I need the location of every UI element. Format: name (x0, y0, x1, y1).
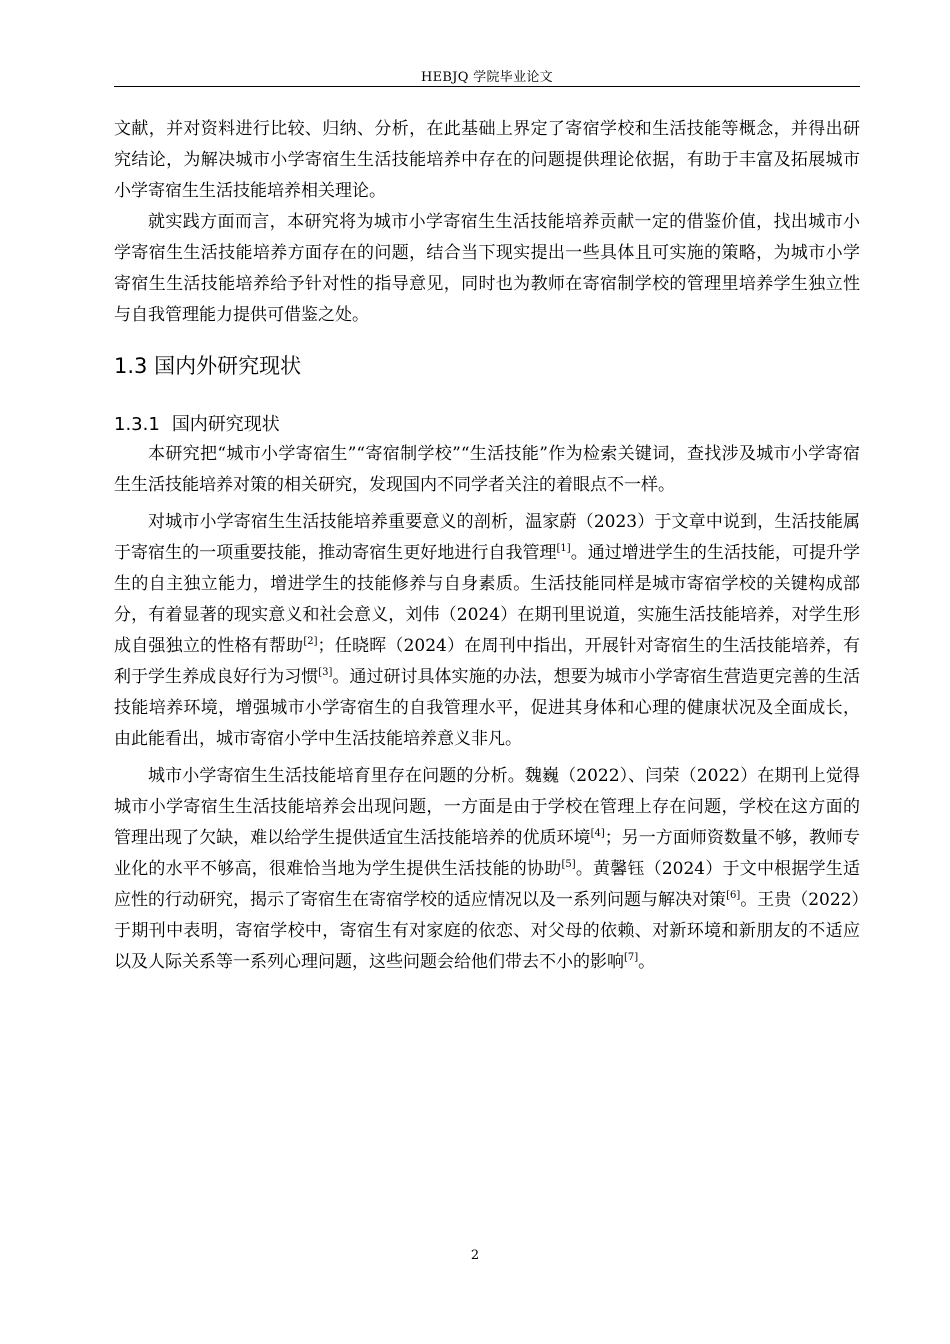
paragraph-practice: 就实践方面而言，本研究将为城市小学寄宿生生活技能培养贡献一定的借鉴价值，找出城市小学寄宿生生活技能培养方面存在的问题，结合当下现实提出一些具体且可实施的策略，为城市小学寄宿生生活技能培养给予针对性的指导意见，同时也为教师在寄宿制学校的管理里培养学生独立性与自我管理能力提供可借鉴之处。 (114, 212, 860, 325)
significance-text-b: 。通过增进学生的生活技能，可提升学生的自主独立能力，增进学生的技能修养与自身素质。生活技能同样是城市寄宿学校的关键构成部分，有着显著的现实意义和社会意义，刘伟（2024）在期刊里说道，实施生活技能培养，对学生形成自强独立的性格有帮助 (114, 543, 860, 656)
citation-4: [4] (590, 828, 605, 839)
subsection-number: 1.3.1 (114, 414, 160, 435)
running-header: HEBJQ 学院毕业论文 (421, 70, 553, 85)
citation-1: [1] (556, 543, 571, 554)
citation-2: [2] (303, 636, 318, 647)
problems-text-a: 城市小学寄宿生生活技能培育里存在问题的分析。魏巍（2022）、闫荣（2022）在期刊上觉得城市小学寄宿生生活技能培养会出现问题，一方面是由于学校在管理上存在问题，学校在这方面的管理出现了欠缺，难以给学生提供适宜生活技能培养的优质环境 (114, 766, 860, 848)
subsection-title: 国内研究现状 (171, 414, 280, 435)
header-rule (114, 86, 860, 87)
problems-text-b: ；另一方面师资数量不够，教师专业化的水平不够高，很难恰当地为学生提供生活技能的协助 (114, 828, 861, 879)
problems-text-e: 。 (638, 952, 656, 972)
problems-text-d: 。王贵（2022）于期刊中表明，寄宿学校中，寄宿生有对家庭的依恋、对父母的依赖、对新环境和新朋友的不适应以及人际关系等一系列心理问题，这些问题会给他们带去不小的影响 (114, 890, 861, 972)
page-number: 2 (470, 1248, 480, 1263)
problems-text-c: 。黄馨钰（2024）于文中根据学生适应性的行动研究，揭示了寄宿生在寄宿学校的适应情况以及一系列问题与解决对策 (114, 859, 861, 910)
significance-text-a: 对城市小学寄宿生生活技能培养重要意义的剖析，温家蔚（2023）于文章中说到，生活技能属于寄宿生的一项重要技能，推动寄宿生更好地进行自我管理 (114, 512, 860, 563)
citation-5: [5] (561, 859, 576, 870)
significance-text-c: ；任晓晖（2024）在周刊中指出，开展针对寄宿生的生活技能培养，有利于学生养成良好行为习惯 (114, 636, 861, 687)
body-text (114, 114, 860, 978)
citation-7: [7] (624, 952, 639, 963)
paragraph-theory-continued: 文献，并对资料进行比较、归纳、分析，在此基础上界定了寄宿学校和生活技能等概念，并得出研究结论，为解决城市小学寄宿生生活技能培养中存在的问题提供理论依据，有助于丰富及拓展城市小学寄宿生生活技能培养相关理论。 (114, 119, 860, 201)
paragraph-problems (114, 761, 860, 978)
paragraph-significance (114, 507, 860, 755)
citation-6: [6] (726, 890, 741, 901)
paragraph-keywords: 本研究把“城市小学寄宿生”“寄宿制学校”“生活技能”作为检索关键词，查找涉及城市小学寄宿生生活技能培养对策的相关研究，发现国内不同学者关注的着眼点不一样。 (114, 444, 860, 495)
subsection-heading (114, 411, 860, 439)
citation-3: [3] (318, 667, 333, 678)
section-heading: 1.3 国内外研究现状 (114, 354, 302, 378)
significance-text-d: 。通过研讨具体实施的办法，想要为城市小学寄宿生营造更完善的生活技能培养环境，增强城市小学寄宿生的自我管理水平，促进其身体和心理的健康状况及全面成长，由此能看出，城市寄宿小学中生活技能培养意义非凡。 (114, 667, 861, 749)
